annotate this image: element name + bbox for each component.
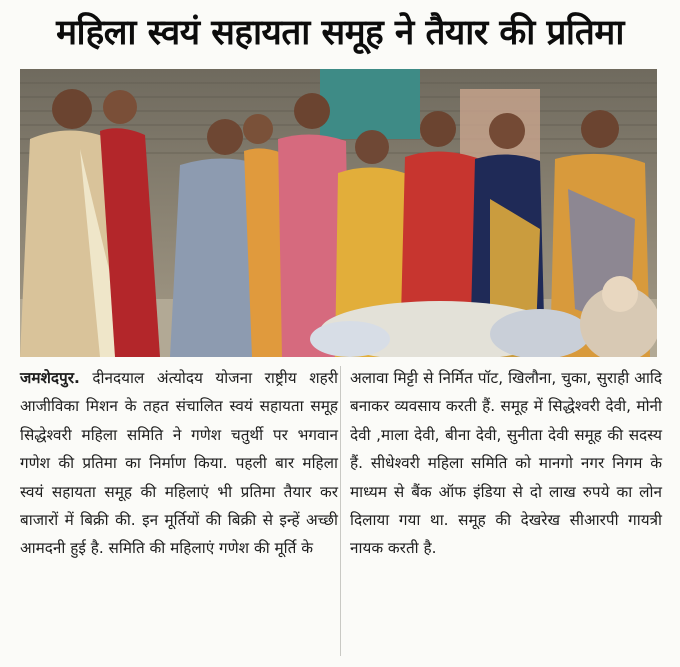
article-column-right [350, 364, 662, 563]
left-column-body: दीनदयाल अंत्योदय योजना राष्ट्रीय शहरी आजीविका मिशन के तहत संचालित स्वयं सहायता समूह सिद्धेश्वरी महिला समिति ने गणेश चतुर्थी पर भगवान गणेश की प्रतिमा का निर्माण किया. पहली बार महिला स्वयं सहायता समूह की महिलाएं भी प्रतिमा तैयार कर बाजारों में बिक्री की. इन मूर्तियों की बिक्री से इन्हें अच्छी आमदनी हुई है. समिति की महिलाएं गणेश की मूर्ति के [20, 369, 338, 558]
news-photo [20, 69, 657, 357]
headline: महिला स्वयं सहायता समूह ने तैयार की प्रतिमा [56, 12, 624, 53]
column-divider [340, 366, 341, 656]
dateline: जमशेदपुर. [20, 369, 80, 387]
right-column-body: अलावा मिट्टी से निर्मित पॉट, खिलौना, चुका, सुराही आदि बनाकर व्यवसाय करती हैं. समूह में सिद्धेश्वरी देवी, मोनी देवी ,माला देवी, बीना देवी, सुनीता देवी समूह की सदस्य हैं. सीधेश्वरी महिला समिति को मानगो नगर निगम के माध्यम से बैंक ऑफ इंडिया से दो लाख रुपये का लोन दिलाया गया था. समूह की देखरेख सीआरपी गायत्री नायक करती है. [350, 369, 662, 558]
article-column-left [20, 364, 338, 563]
